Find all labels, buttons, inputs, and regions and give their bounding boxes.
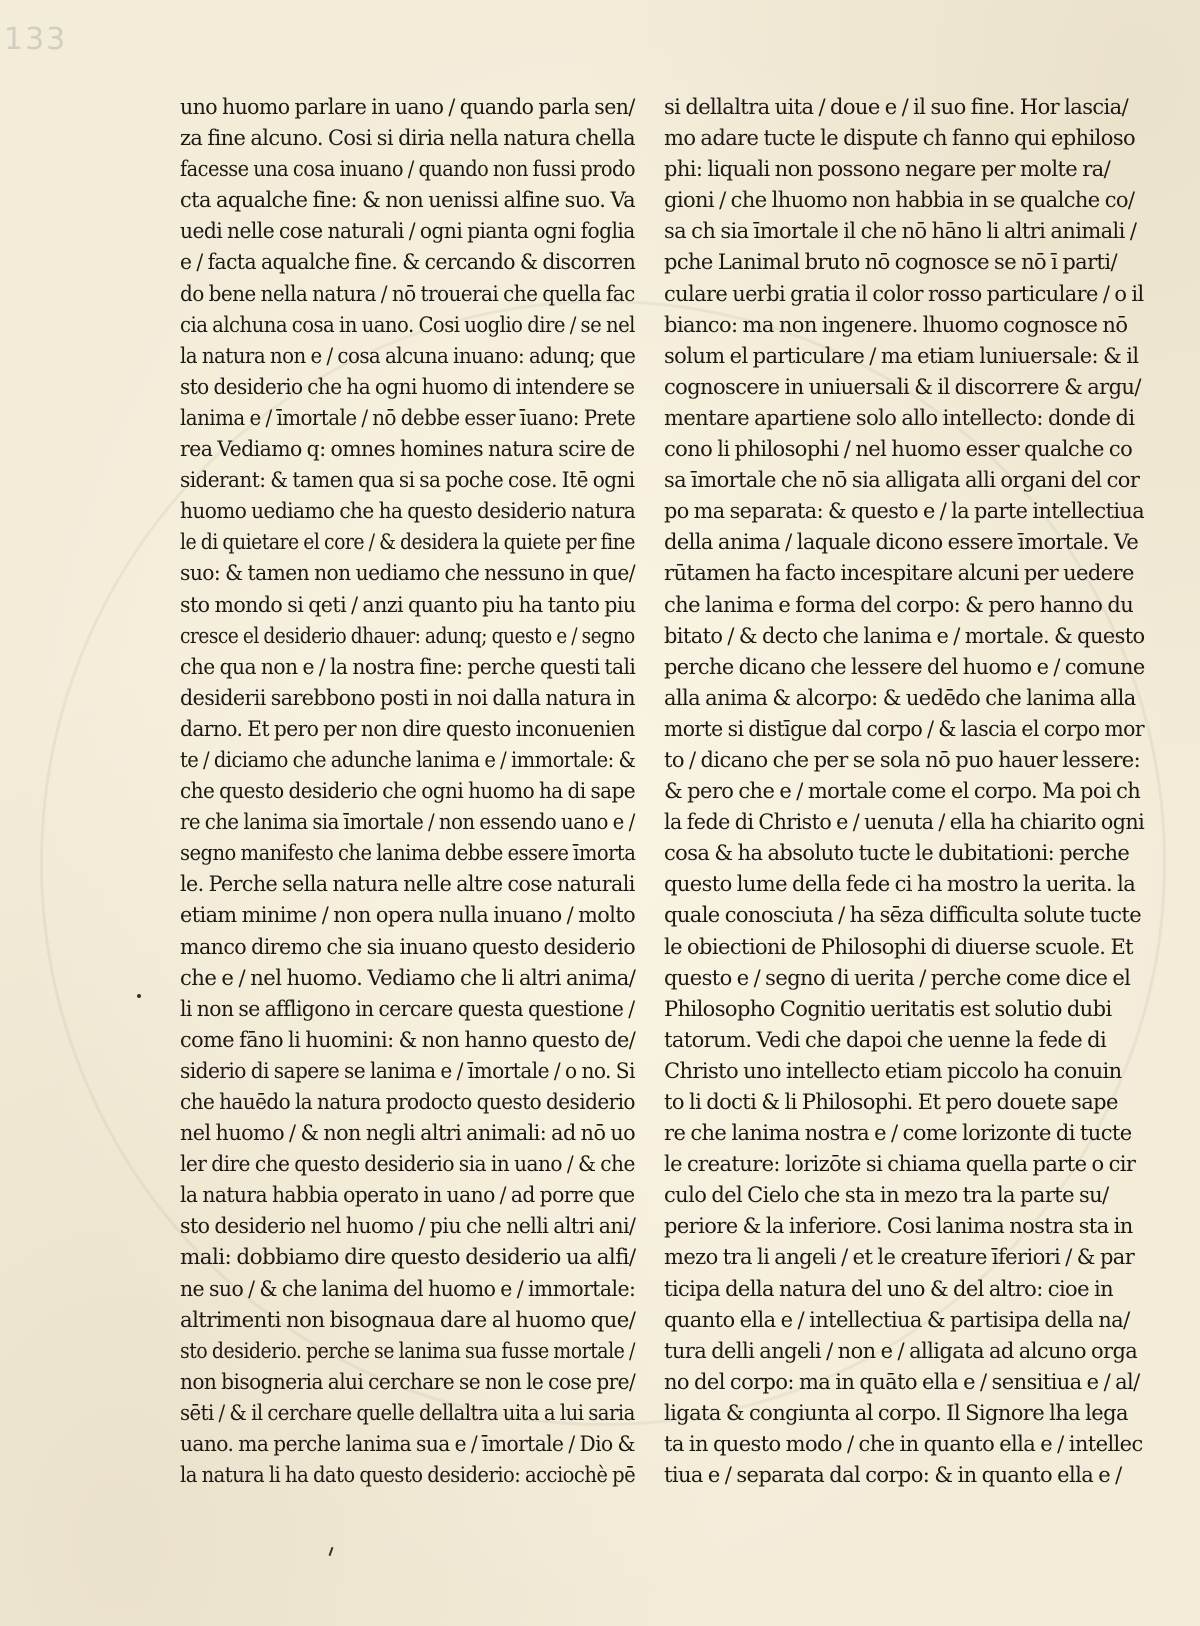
text-line: cosa & ha absoluto tucte le dubitationi: perche	[664, 841, 1130, 866]
text-line: che e / nel huomo. Vediamo che li altri anima/	[180, 965, 636, 991]
text-line: bitato / & decto che lanima e / mortale. & questo	[664, 623, 1145, 648]
text-line: darno. Et pero per non dire questo inconuenien	[180, 716, 635, 742]
text-line: sto desiderio. perche se lanima sua fusse mortale /	[180, 1338, 635, 1364]
text-line: questo lume della fede ci ha mostro la uerita. la	[664, 872, 1136, 897]
text-line: cresce el desiderio dhauer: adunq; questo e / segno	[180, 623, 635, 649]
text-line: le creature: lorizōte si chiama quella parte o cir	[664, 1152, 1136, 1177]
text-line: tiua e / separata dal corpo: & in quanto ella e /	[664, 1463, 1122, 1488]
text-line: tura delli angeli / non e / alligata ad alcuno orga	[664, 1338, 1138, 1363]
text-line: to li docti & li Philosophi. Et pero douete sape	[664, 1090, 1118, 1114]
text-line: la natura non e / cosa alcuna inuano: adunq; que	[180, 343, 636, 369]
text-line: quale conosciuta / ha sēza difficulta solute tucte	[664, 903, 1142, 928]
text-line: che hauēdo la natura prodocto questo desiderio	[180, 1090, 635, 1115]
text-line: che qua non e / la nostra fine: perche questi tali	[180, 654, 636, 680]
text-line: la fede di Christo e / uenuta / ella ha chiarito ogni	[664, 810, 1145, 835]
text-line: re che lanima nostra e / come lorizonte di tucte	[664, 1121, 1132, 1146]
text-line: ticipa della natura del uno & del altro: cioe in	[664, 1276, 1114, 1301]
text-line: rūtamen ha facto incespitare alcuni per uedere	[664, 561, 1134, 586]
right-text-column	[664, 92, 1144, 1491]
text-line: sto desiderio nel huomo / piu che nelli altri ani/	[180, 1214, 636, 1240]
text-line: morte si distīgue dal corpo / & lascia el corpo mor	[664, 716, 1145, 741]
text-line: come fāno li huomini: & non hanno questo de/	[180, 1027, 636, 1053]
text-line: cia alchuna cosa in uano. Cosi uoglio dire / se nel	[180, 312, 635, 338]
text-line: etiam minime / non opera nulla inuano / molto	[180, 903, 636, 929]
text-line: do bene nella natura / nō trouerai che quella fac	[180, 281, 635, 307]
text-line: Christo uno intellecto etiam piccolo ha conuin	[664, 1058, 1122, 1083]
text-line: bianco: ma non ingenere. lhuomo cognosce nō	[664, 312, 1128, 337]
text-line: alla anima & alcorpo: & uedēdo che lanima alla	[664, 685, 1136, 710]
text-line: cta aqualche fine: & non uenissi alfine suo. Va	[180, 188, 635, 214]
text-line: ligata & congiunta al corpo. Il Signore lha lega	[664, 1400, 1128, 1425]
text-line: huomo uediamo che ha questo desiderio natura	[180, 499, 636, 525]
text-line: re che lanima sia īmortale / non essendo uano e /	[180, 810, 635, 836]
text-line: perche dicano che lessere del huomo e / comune	[664, 654, 1145, 679]
text-line: desiderii sarebbono posti in noi dalla natura in	[180, 685, 635, 711]
text-line: facesse una cosa inuano / quando non fussi prodo	[180, 157, 636, 183]
text-line: no del corpo: ma in quāto ella e / sensitiua e / al/	[664, 1369, 1140, 1394]
text-line: manco diremo che sia inuano questo desiderio	[180, 934, 636, 960]
text-line: sto desiderio che ha ogni huomo di intendere se	[180, 374, 635, 400]
margin-ink-dot	[137, 994, 141, 998]
text-line: della anima / laquale dicono essere īmortale. Ve	[664, 530, 1139, 555]
text-line: mezo tra li angeli / et le creature īferiori / & par	[664, 1245, 1135, 1270]
text-line: non bisogneria alui cerchare se non le cose pre/	[180, 1369, 636, 1395]
text-line: culare uerbi gratia il color rosso particulare / o il	[664, 281, 1144, 306]
text-line: po ma separata: & questo e / la parte intellectiua	[664, 499, 1144, 524]
text-line: suo: & tamen non uediamo che nessuno in que/	[180, 561, 636, 587]
text-line: le obiectioni de Philosophi di diuerse scuole. Et	[664, 934, 1134, 959]
text-line: uno huomo parlare in uano / quando parla sen/	[180, 95, 635, 120]
stray-ink-mark	[329, 1547, 334, 1556]
text-line: periore & la inferiore. Cosi lanima nostra sta in	[664, 1214, 1133, 1239]
text-line: rea Vediamo q: omnes homines natura scire de	[180, 437, 635, 463]
text-line: phi: liquali non possono negare per molte ra/	[664, 157, 1111, 182]
text-line: che questo desiderio che ogni huomo ha di sape	[180, 779, 636, 805]
text-line: sa īmortale che nō sia alligata alli organi del cor	[664, 468, 1140, 493]
text-line: ta in questo modo / che in quanto ella e / intellec	[664, 1432, 1143, 1457]
text-line: & pero che e / mortale come el corpo. Ma poi ch	[664, 779, 1141, 804]
text-line: le di quietare el core / & desidera la quiete per fine	[180, 530, 635, 556]
text-line: siderio di sapere se lanima e / īmortale / o no. Si	[180, 1058, 635, 1084]
text-line: siderant: & tamen qua si sa poche cose. Itē ogni	[180, 468, 635, 494]
text-line: culo del Cielo che sta in mezo tra la parte su/	[664, 1183, 1109, 1208]
text-line: sēti / & il cerchare quelle dellaltra uita a lui saria	[180, 1400, 635, 1426]
text-line: mentare apartiene solo allo intellecto: donde di	[664, 405, 1135, 430]
corner-folio-mark: 133	[4, 22, 68, 57]
text-line: uedi nelle cose naturali / ogni pianta ogni foglia	[180, 219, 635, 245]
text-line: la natura habbia operato in uano / ad porre que	[180, 1183, 635, 1209]
text-line: segno manifesto che lanima debbe essere īmorta	[180, 841, 636, 867]
text-line: to / dicano che per se sola nō puo hauer lessere:	[664, 747, 1141, 772]
text-line: sto mondo si qeti / anzi quanto piu ha tanto piu	[180, 592, 636, 618]
text-line: tatorum. Vedi che dapoi che uenne la fede di	[664, 1027, 1107, 1052]
text-line: quanto ella e / intellectiua & partisipa della na/	[664, 1307, 1130, 1332]
text-line: cognoscere in uniuersali & il discorrere & argu/	[664, 374, 1141, 399]
text-line: Philosopho Cognitio ueritatis est solutio dubi	[664, 996, 1112, 1021]
text-line: cono li philosophi / nel huomo esser qualche co	[664, 437, 1133, 462]
text-line: le. Perche sella natura nelle altre cose naturali	[180, 872, 635, 898]
text-line: gioni / che lhuomo non habbia in se qualche co/	[664, 188, 1135, 213]
text-line: sa ch sia īmortale il che nō hāno li altri animali /	[664, 219, 1137, 244]
text-line: mo adare tucte le dispute ch fanno qui ephiloso	[664, 126, 1136, 151]
text-line: pche Lanimal bruto nō cognosce se nō ī parti/	[664, 250, 1117, 275]
text-line: ler dire che questo desiderio sia in uano / & che	[180, 1152, 635, 1178]
text-line: che lanima e forma del corpo: & pero hanno du	[664, 592, 1134, 617]
text-line: za fine alcuno. Cosi si diria nella natura chella	[180, 126, 635, 152]
text-line: questo e / segno di uerita / perche come dice el	[664, 965, 1131, 990]
text-line: ne suo / & che lanima del huomo e / immortale:	[180, 1276, 636, 1302]
text-line: lanima e / īmortale / nō debbe esser īuano: Prete	[180, 405, 636, 431]
text-line: e / facta aqualche fine. & cercando & discorren	[180, 250, 636, 276]
text-line: si dellaltra uita / doue e / il suo fine. Hor lascia/	[664, 95, 1129, 119]
text-line: nel huomo / & non negli altri animali: ad nō uo	[180, 1121, 636, 1147]
left-text-column	[180, 92, 635, 1491]
text-line: altrimenti non bisognaua dare al huomo que/	[180, 1307, 636, 1333]
text-line: li non se affligono in cercare questa questione /	[180, 996, 635, 1022]
text-line: te / diciamo che adunche lanima e / immortale: &	[180, 747, 636, 773]
text-line: la natura li ha dato questo desiderio: acciochè pē	[180, 1463, 636, 1489]
text-line: uano. ma perche lanima sua e / īmortale / Dio &	[180, 1432, 635, 1458]
text-line: solum el particulare / ma etiam luniuersale: & il	[664, 343, 1139, 368]
text-line: mali: dobbiamo dire questo desiderio ua alfi/	[180, 1245, 636, 1271]
